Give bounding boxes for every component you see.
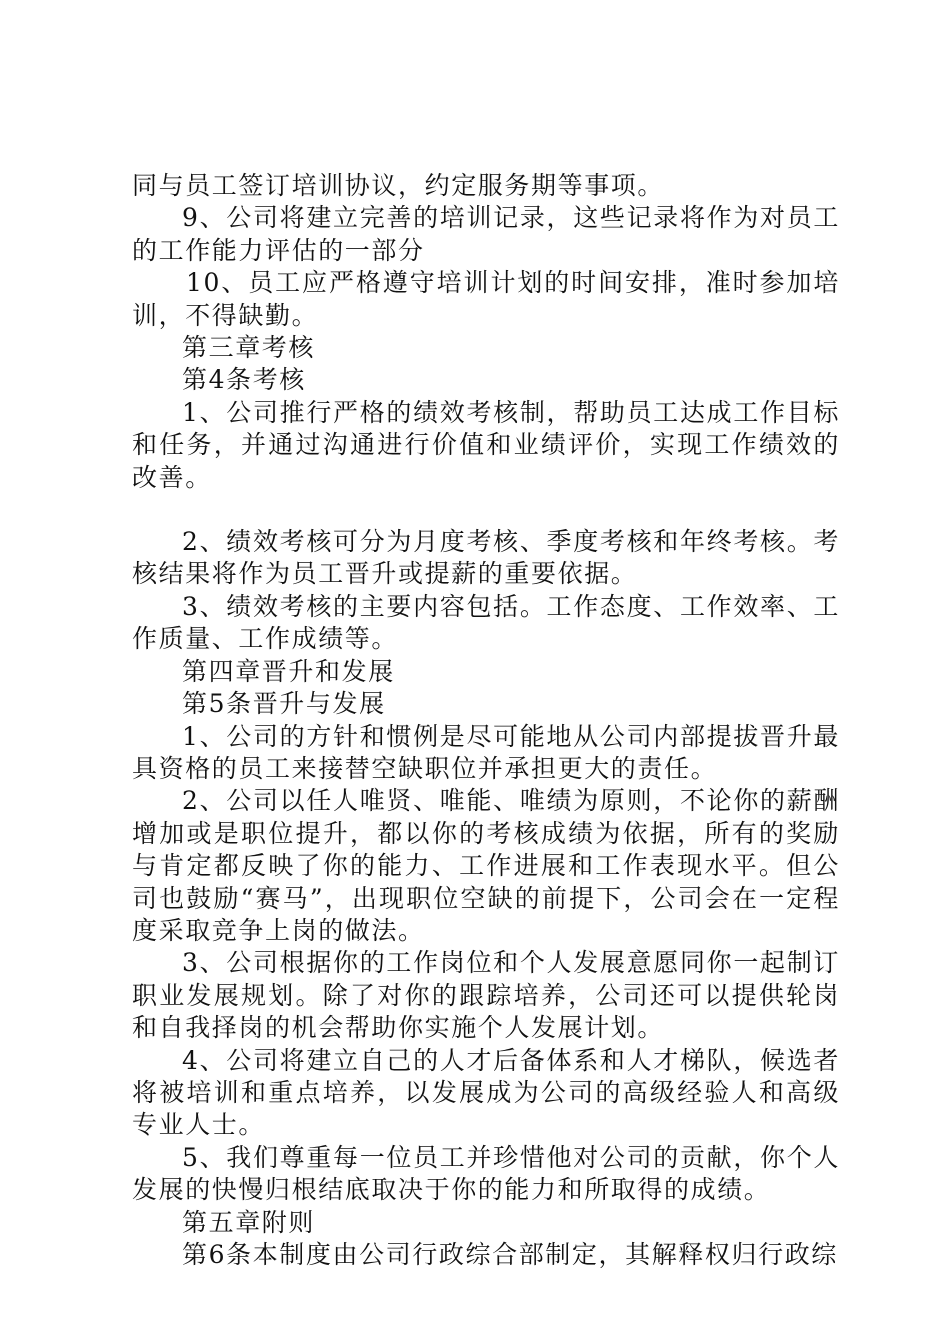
paragraph-talent-pipeline: 4、公司将建立自己的人才后备体系和人才梯队，候选者将被培训和重点培养，以发展成为公司的高级经验人和高级专业人士。 — [132, 1045, 840, 1140]
article-6-paragraph: 第6条本制度由公司行政综合部制定，其解释权归行政综 — [182, 1240, 838, 1269]
paragraph-promotion-policy: 1、公司的方针和惯例是尽可能地从公司内部提拔晋升最具资格的员工来接替空缺职位并承担更大的责任。 — [132, 721, 840, 783]
paragraph-merit-principle: 2、公司以任人唯贤、唯能、唯绩为原则，不论你的薪酬增加或是职位提升，都以你的考核成绩为依据，所有的奖励与肯定都反映了你的能力、工作进展和工作表现水平。但公司也鼓励“赛马”，出现职位空缺的前提下，公司会在一定程度采取竞争上岗的做法。 — [132, 786, 840, 945]
paragraph-gap — [132, 494, 840, 526]
article-5-heading: 第5条晋升与发展 — [182, 689, 386, 719]
paragraph-continuation: 同与员工签订培训协议，约定服务期等事项。 — [132, 171, 665, 200]
paragraph-performance-content: 3、绩效考核的主要内容包括。工作态度、工作效率、工作质量、工作成绩等。 — [132, 591, 840, 654]
paragraph-career-planning: 3、公司根据你的工作岗位和个人发展意愿同你一起制订职业发展规划。除了对你的跟踪培养，公司还可以提供轮岗和自我择岗的机会帮助你实施个人发展计划。 — [132, 948, 840, 1043]
paragraph-performance-system: 1、公司推行严格的绩效考核制，帮助员工达成工作目标和任务，并通过沟通进行价值和业绩评价，实现工作绩效的改善。 — [132, 397, 840, 492]
paragraph-training-records: 9、公司将建立完善的培训记录，这些记录将作为对员工的工作能力评估的一部分 — [132, 203, 840, 265]
chapter-3-heading: 第三章考核 — [182, 333, 316, 363]
paragraph-performance-types: 2、绩效考核可分为月度考核、季度考核和年终考核。考核结果将作为员工晋升或提薪的重要依据。 — [132, 527, 840, 589]
document-body — [132, 170, 840, 1271]
paragraph-respect-employees: 5、我们尊重每一位员工并珍惜他对公司的贡献，你个人发展的快慢归根结底取决于你的能力和所取得的成绩。 — [132, 1142, 840, 1205]
article-4-heading: 第4条考核 — [182, 365, 306, 395]
chapter-5-heading: 第五章附则 — [182, 1207, 316, 1237]
chapter-4-heading: 第四章晋升和发展 — [182, 656, 395, 686]
paragraph-training-schedule: 10、员工应严格遵守培训计划的时间安排，准时参加培训，不得缺勤。 — [132, 268, 840, 330]
